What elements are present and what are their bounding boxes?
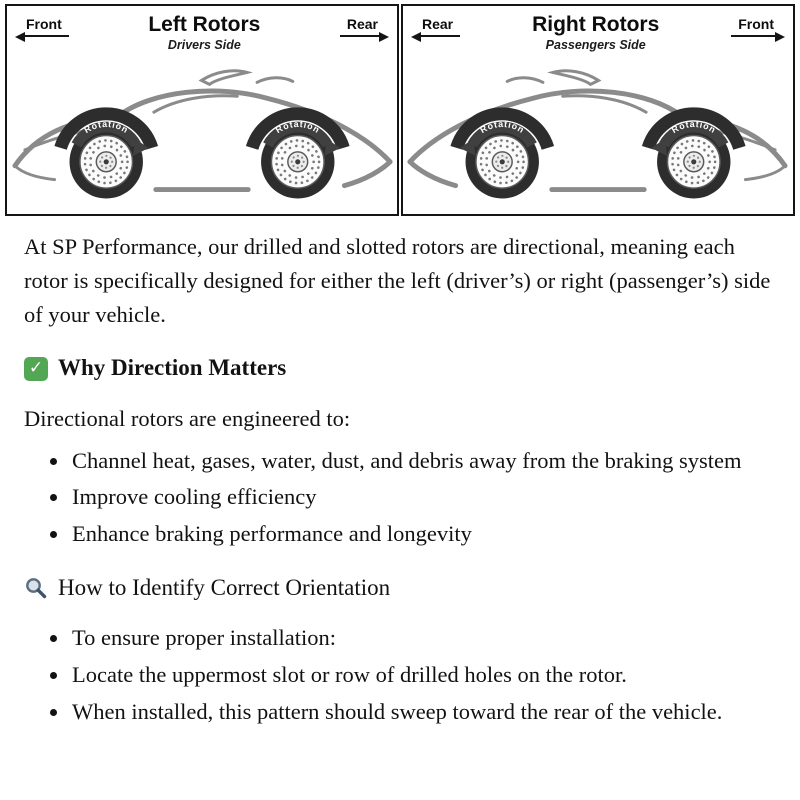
svg-text:Rotation: Rotation	[82, 118, 131, 135]
panel-subtitle: Drivers Side	[167, 38, 241, 53]
heading-text: How to Identify Correct Orientation	[58, 574, 391, 600]
heading-text: Why Direction Matters	[58, 355, 287, 381]
car-illustration-left	[7, 54, 397, 212]
engineered-lead: Directional rotors are engineered to:	[24, 405, 351, 431]
right-rotors-panel	[401, 4, 795, 216]
panel-title: Left Rotors	[148, 13, 261, 36]
right-panel-titles	[532, 13, 659, 54]
svg-text:Rotation: Rotation	[669, 118, 718, 135]
svg-text:Rotation: Rotation	[273, 118, 322, 135]
intro-paragraph: At SP Performance, our drilled and slotted rotors are directional, meaning each rotor is specifically designed for either the left (driver’s) or right (passenger’s) side of your vehicle.	[24, 234, 771, 327]
bullet-item: • When installed, this pattern should sweep toward the rear of the vehicle.	[70, 695, 776, 729]
car-illustration-right	[403, 54, 793, 212]
front-direction-arrow: Front	[19, 15, 69, 39]
right-panel-header	[403, 6, 793, 54]
rotor-direction-diagram	[0, 0, 800, 216]
panel-subtitle: Passengers Side	[545, 38, 646, 53]
bullet-item: • Enhance braking performance and longevity	[70, 517, 776, 551]
article-body	[0, 216, 800, 729]
left-panel-header	[7, 6, 397, 54]
rear-direction-arrow: Rear	[340, 15, 385, 39]
rear-direction-arrow: Rear	[415, 15, 460, 39]
why-direction-matters-heading	[24, 351, 776, 386]
front-direction-arrow: Front	[731, 15, 781, 39]
svg-text:Rotation: Rotation	[478, 118, 527, 135]
panel-title: Right Rotors	[532, 13, 660, 36]
identify-orientation-heading	[24, 571, 776, 606]
why-bullet-list	[70, 444, 776, 551]
identify-bullet-list	[70, 621, 776, 728]
magnifier-icon	[24, 576, 48, 600]
bullet-item: • Channel heat, gases, water, dust, and debris away from the braking system	[70, 444, 776, 478]
left-rotors-panel	[5, 4, 399, 216]
check-icon: ✓	[24, 357, 48, 381]
bullet-item: • Locate the uppermost slot or row of drilled holes on the rotor.	[70, 658, 776, 692]
left-panel-titles	[148, 13, 260, 54]
bullet-item: • Improve cooling efficiency	[70, 480, 776, 514]
bullet-item: • To ensure proper installation:	[70, 621, 776, 655]
